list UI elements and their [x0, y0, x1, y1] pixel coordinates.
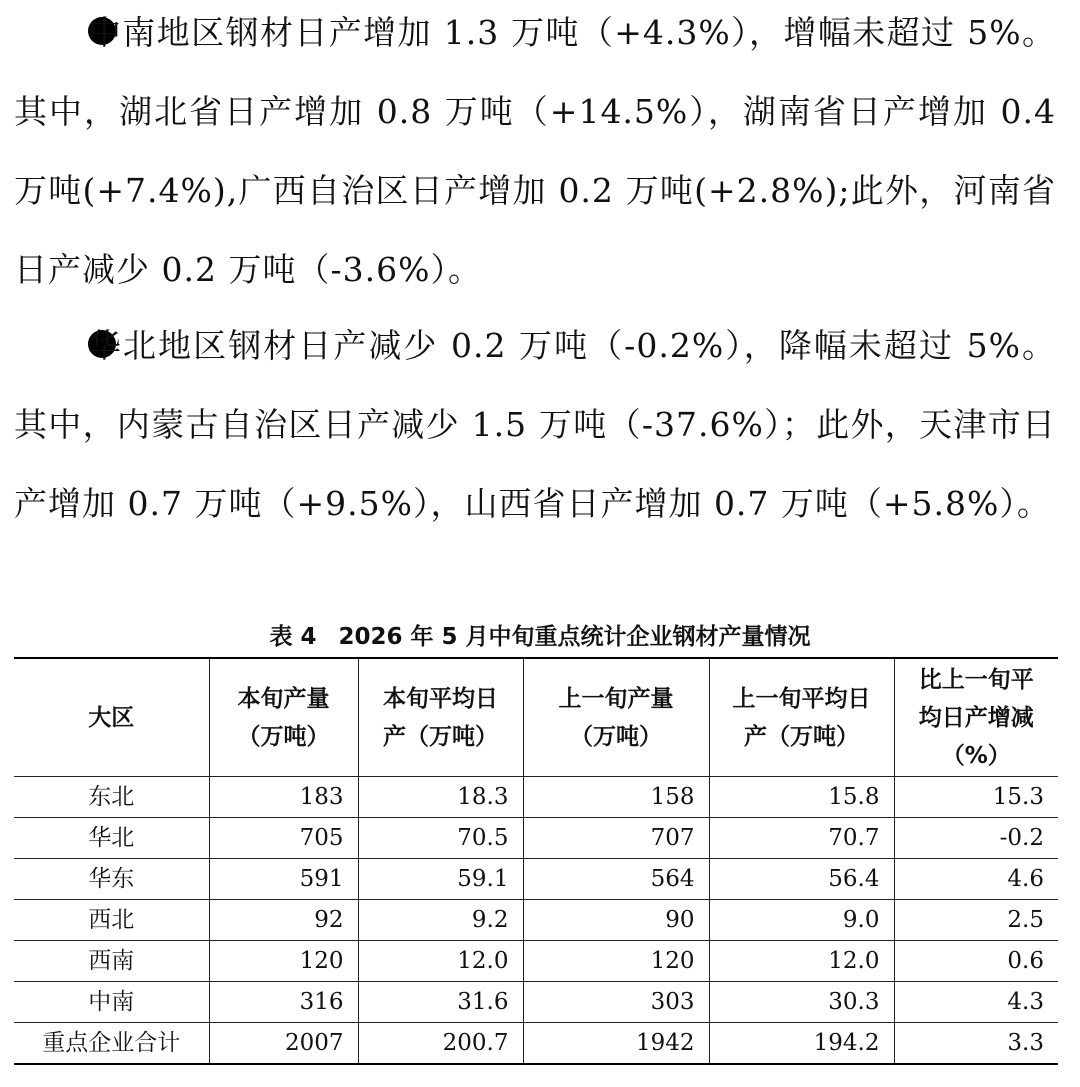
cell-previous-output: 303 [523, 982, 709, 1023]
cell-current-output: 120 [209, 941, 358, 982]
cell-change-percent: 3.3 [894, 1023, 1058, 1065]
paragraph-north-china: 华北地区钢材日产减少 0.2 万吨（-0.2%），降幅未超过 5%。其中，内蒙古自治区日产减少 1.5 万吨（-37.6%）；此外，天津市日产增加 0.7 万吨（+9.5%），山西省日产增加 0.7 万吨（+5.8%）。 [14, 326, 1056, 523]
cell-previous-output: 564 [523, 859, 709, 900]
header-current-output: 本旬产量（万吨） [209, 658, 358, 777]
table-caption-title: 2026 年 5 月中旬重点统计企业钢材产量情况 [338, 624, 811, 650]
cell-current-output: 2007 [209, 1023, 358, 1065]
table-total-row [14, 1023, 1058, 1065]
header-previous-output: 上一旬产量（万吨） [523, 658, 709, 777]
header-region: 大区 [14, 658, 209, 777]
steel-output-table [14, 657, 1058, 1065]
cell-change-percent: 4.6 [894, 859, 1058, 900]
cell-change-percent: 0.6 [894, 941, 1058, 982]
cell-change-percent: -0.2 [894, 818, 1058, 859]
cell-previous-output: 120 [523, 941, 709, 982]
header-change-percent: 比上一旬平均日产增减（%） [894, 658, 1058, 777]
cell-region: 西南 [14, 941, 209, 982]
table-row [14, 900, 1058, 941]
cell-current-daily-avg: 9.2 [358, 900, 523, 941]
cell-previous-daily-avg: 30.3 [709, 982, 894, 1023]
cell-change-percent: 15.3 [894, 777, 1058, 818]
cell-previous-daily-avg: 56.4 [709, 859, 894, 900]
cell-region: 东北 [14, 777, 209, 818]
cell-current-daily-avg: 59.1 [358, 859, 523, 900]
cell-change-percent: 2.5 [894, 900, 1058, 941]
table-row [14, 941, 1058, 982]
header-current-daily-avg: 本旬平均日产（万吨） [358, 658, 523, 777]
cell-current-daily-avg: 31.6 [358, 982, 523, 1023]
cell-current-daily-avg: 200.7 [358, 1023, 523, 1065]
cell-previous-daily-avg: 194.2 [709, 1023, 894, 1065]
cell-current-daily-avg: 70.5 [358, 818, 523, 859]
cell-previous-output: 158 [523, 777, 709, 818]
cell-current-output: 92 [209, 900, 358, 941]
cell-previous-output: 707 [523, 818, 709, 859]
cell-region: 西北 [14, 900, 209, 941]
cell-region: 中南 [14, 982, 209, 1023]
table-row [14, 818, 1058, 859]
cell-current-daily-avg: 18.3 [358, 777, 523, 818]
cell-region: 华北 [14, 818, 209, 859]
cell-change-percent: 4.3 [894, 982, 1058, 1023]
cell-previous-daily-avg: 9.0 [709, 900, 894, 941]
table-row [14, 982, 1058, 1023]
cell-current-output: 183 [209, 777, 358, 818]
cell-previous-output: 1942 [523, 1023, 709, 1065]
table-row [14, 859, 1058, 900]
paragraph-central-south: 中南地区钢材日产增加 1.3 万吨（+4.3%），增幅未超过 5%。其中，湖北省日产增加 0.8 万吨（+14.5%），湖南省日产增加 0.4 万吨(+7.4%),广西自治区日产增加 0.2 万吨(+2.8%);此外，河南省日产减少 0.2 万吨（-3.6%）。 [14, 13, 1056, 289]
cell-current-output: 591 [209, 859, 358, 900]
cell-region: 重点企业合计 [14, 1023, 209, 1065]
cell-current-output: 316 [209, 982, 358, 1023]
table-row [14, 777, 1058, 818]
cell-previous-daily-avg: 15.8 [709, 777, 894, 818]
cell-previous-output: 90 [523, 900, 709, 941]
cell-current-output: 705 [209, 818, 358, 859]
cell-previous-daily-avg: 12.0 [709, 941, 894, 982]
header-previous-daily-avg: 上一旬平均日产（万吨） [709, 658, 894, 777]
cell-region: 华东 [14, 859, 209, 900]
cell-previous-daily-avg: 70.7 [709, 818, 894, 859]
table-header-row [14, 658, 1058, 777]
table-caption [0, 619, 1080, 655]
table-caption-number: 表 4 [269, 624, 317, 650]
cell-current-daily-avg: 12.0 [358, 941, 523, 982]
